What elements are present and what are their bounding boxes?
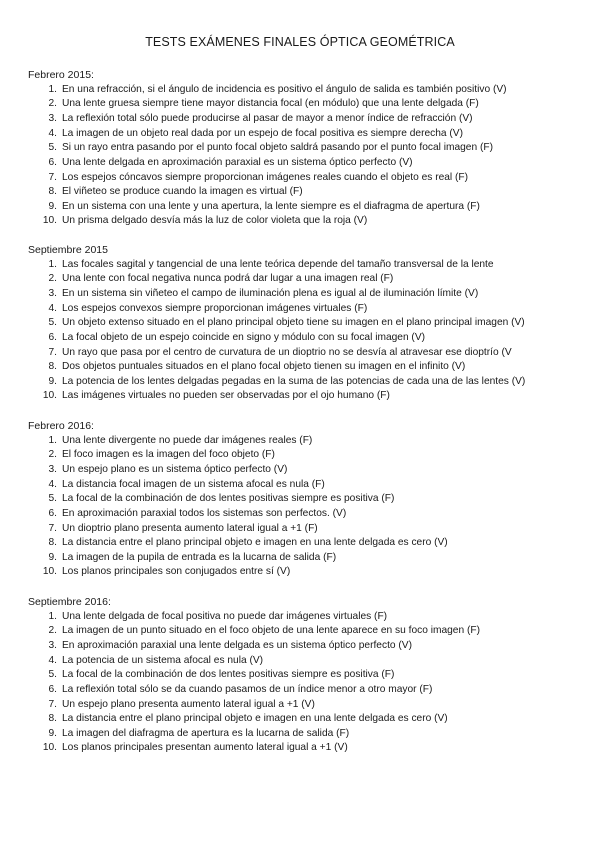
question-text: La reflexión total sólo puede producirse al pasar de mayor a menor índice de refracción (V)	[62, 112, 473, 124]
question-text: La potencia de los lentes delgadas pegadas en la suma de las potencias de cada una de las lentes (V)	[62, 375, 526, 387]
question-item	[28, 171, 588, 186]
question-number: 4.	[48, 654, 57, 666]
question-text: La imagen de un punto situado en el foco objeto de una lente aparece en su foco imagen (F)	[62, 625, 480, 637]
question-number: 3.	[48, 463, 57, 475]
question-text: La imagen del diafragma de apertura es la lucarna de salida (F)	[62, 727, 350, 739]
question-number: 6.	[48, 683, 57, 695]
question-text: La distancia entre el plano principal objeto e imagen en una lente delgada es cero (V)	[62, 537, 448, 549]
question-text: Los planos principales son conjugados entre sí (V)	[62, 566, 291, 578]
question-text: En un sistema sin viñeteo el campo de iluminación plena es igual al de iluminación límite (V)	[62, 287, 479, 299]
question-text: Un rayo que pasa por el centro de curvatura de un dioptrio no se desvía al atravesar ese dioptrío (V	[62, 346, 512, 358]
section-septiembre-2016	[28, 595, 588, 756]
question-text: Una lente delgada de focal positiva no puede dar imágenes virtuales (F)	[62, 610, 388, 622]
question-text: La reflexión total sólo se da cuando pasamos de un índice menor a otro mayor (F)	[62, 683, 433, 695]
question-list	[28, 610, 588, 756]
question-text: Un prisma delgado desvía más la luz de color violeta que la roja (V)	[62, 215, 368, 227]
question-item	[28, 712, 588, 727]
question-item	[28, 316, 588, 331]
question-item	[28, 141, 588, 156]
question-text: La potencia de un sistema afocal es nula (V)	[62, 654, 264, 666]
question-item	[28, 434, 588, 449]
question-number: 8.	[48, 713, 57, 725]
question-number: 3.	[48, 287, 57, 299]
document-title: TESTS EXÁMENES FINALES ÓPTICA GEOMÉTRICA	[145, 35, 455, 49]
question-item	[28, 346, 588, 361]
question-number: 1.	[48, 258, 57, 270]
question-text: Un espejo plano presenta aumento lateral igual a +1 (V)	[62, 698, 315, 710]
question-item	[28, 478, 588, 493]
question-number: 2.	[48, 625, 57, 637]
question-list	[28, 83, 588, 229]
question-number: 9.	[48, 200, 57, 212]
question-text: La distancia focal imagen de un sistema afocal es nula (F)	[62, 478, 325, 490]
section-heading: Septiembre 2015	[28, 244, 108, 256]
question-text: En un sistema con una lente y una apertura, la lente siempre es el diafragma de apertura (F)	[62, 200, 480, 212]
question-text: Una lente divergente no puede dar imágenes reales (F)	[62, 434, 313, 446]
question-item	[28, 463, 588, 478]
question-item	[28, 507, 588, 522]
section-heading: Febrero 2015:	[28, 69, 94, 81]
question-number: 10.	[42, 742, 57, 754]
question-item	[28, 639, 588, 654]
section-septiembre-2015	[28, 243, 588, 404]
question-item	[28, 668, 588, 683]
question-item	[28, 112, 588, 127]
question-text: Las imágenes virtuales no pueden ser observadas por el ojo humano (F)	[62, 390, 390, 402]
question-text: La imagen de la pupila de entrada es la lucarna de salida (F)	[62, 551, 337, 563]
question-number: 2.	[48, 273, 57, 285]
question-text: En aproximación paraxial una lente delgada es un sistema óptico perfecto (V)	[62, 639, 412, 651]
question-item	[28, 654, 588, 669]
question-number: 9.	[48, 727, 57, 739]
question-number: 8.	[48, 537, 57, 549]
question-item	[28, 536, 588, 551]
question-text: La focal de la combinación de dos lentes positivas siempre es positiva (F)	[62, 669, 395, 681]
question-number: 4.	[48, 302, 57, 314]
question-text: Una lente delgada en aproximación paraxial es un sistema óptico perfecto (V)	[62, 156, 413, 168]
question-number: 5.	[48, 493, 57, 505]
question-item	[28, 200, 588, 215]
question-item	[28, 565, 588, 580]
question-number: 4.	[48, 478, 57, 490]
question-item	[28, 610, 588, 625]
question-text: Una lente con focal negativa nunca podrá dar lugar a una imagen real (F)	[62, 273, 394, 285]
question-text: Los planos principales presentan aumento lateral igual a +1 (V)	[62, 742, 348, 754]
question-number: 10.	[42, 390, 57, 402]
question-number: 5.	[48, 669, 57, 681]
question-item	[28, 492, 588, 507]
question-number: 6.	[48, 507, 57, 519]
question-item	[28, 551, 588, 566]
question-text: Los espejos convexos siempre proporcionan imágenes virtuales (F)	[62, 302, 368, 314]
section-heading: Septiembre 2016:	[28, 596, 111, 608]
section-febrero-2015	[28, 68, 588, 229]
question-number: 10.	[42, 215, 57, 227]
question-item	[28, 83, 588, 98]
question-item	[28, 287, 588, 302]
question-number: 9.	[48, 375, 57, 387]
question-item	[28, 375, 588, 390]
question-number: 2.	[48, 449, 57, 461]
question-number: 1.	[48, 83, 57, 95]
question-item	[28, 156, 588, 171]
question-text: Un dioptrio plano presenta aumento lateral igual a +1 (F)	[62, 522, 318, 534]
question-number: 3.	[48, 112, 57, 124]
section-febrero-2016	[28, 419, 588, 580]
question-number: 2.	[48, 98, 57, 110]
question-item	[28, 389, 588, 404]
question-text: Dos objetos puntuales situados en el plano focal objeto tienen su imagen en el infinito (V)	[62, 361, 466, 373]
question-item	[28, 302, 588, 317]
question-text: Las focales sagital y tangencial de una lente teórica depende del tamaño transversal de la lente	[62, 258, 494, 270]
question-number: 7.	[48, 522, 57, 534]
question-item	[28, 741, 588, 756]
question-item	[28, 185, 588, 200]
question-text: Si un rayo entra pasando por el punto focal objeto saldrá pasando por el punto focal imagen (F)	[62, 142, 493, 154]
question-number: 8.	[48, 361, 57, 373]
question-number: 7.	[48, 698, 57, 710]
question-number: 5.	[48, 142, 57, 154]
question-text: La focal de la combinación de dos lentes positivas siempre es positiva (F)	[62, 493, 395, 505]
question-number: 1.	[48, 610, 57, 622]
question-number: 5.	[48, 317, 57, 329]
question-number: 6.	[48, 156, 57, 168]
question-text: La imagen de un objeto real dada por un espejo de focal positiva es siempre derecha (V)	[62, 127, 463, 139]
question-item	[28, 214, 588, 229]
question-text: El foco imagen es la imagen del foco objeto (F)	[62, 449, 275, 461]
question-number: 8.	[48, 186, 57, 198]
question-item	[28, 448, 588, 463]
section-heading: Febrero 2016:	[28, 420, 94, 432]
question-list	[28, 258, 588, 404]
question-text: El viñeteo se produce cuando la imagen es virtual (F)	[62, 186, 303, 198]
question-text: Un objeto extenso situado en el plano principal objeto tiene su imagen en el plano principal imagen (V)	[62, 317, 525, 329]
question-text: La focal objeto de un espejo coincide en signo y módulo con su focal imagen (V)	[62, 331, 426, 343]
question-item	[28, 624, 588, 639]
question-text: En aproximación paraxial todos los sistemas son perfectos. (V)	[62, 507, 347, 519]
question-number: 3.	[48, 639, 57, 651]
question-item	[28, 258, 588, 273]
question-text: En una refracción, si el ángulo de incidencia es positivo el ángulo de salida es también positivo (V)	[62, 83, 507, 95]
question-item	[28, 727, 588, 742]
question-list	[28, 434, 588, 580]
question-number: 1.	[48, 434, 57, 446]
question-item	[28, 683, 588, 698]
question-number: 9.	[48, 551, 57, 563]
question-number: 4.	[48, 127, 57, 139]
question-item	[28, 698, 588, 713]
question-number: 6.	[48, 331, 57, 343]
question-number: 7.	[48, 346, 57, 358]
question-item	[28, 360, 588, 375]
question-item	[28, 331, 588, 346]
question-item	[28, 97, 588, 112]
question-number: 10.	[42, 566, 57, 578]
question-text: Una lente gruesa siempre tiene mayor distancia focal (en módulo) que una lente delgada (F)	[62, 98, 479, 110]
question-text: Un espejo plano es un sistema óptico perfecto (V)	[62, 463, 288, 475]
question-number: 7.	[48, 171, 57, 183]
question-text: La distancia entre el plano principal objeto e imagen en una lente delgada es cero (V)	[62, 713, 448, 725]
question-item	[28, 522, 588, 537]
question-text: Los espejos cóncavos siempre proporcionan imágenes reales cuando el objeto es real (F)	[62, 171, 469, 183]
question-item	[28, 127, 588, 142]
question-item	[28, 272, 588, 287]
